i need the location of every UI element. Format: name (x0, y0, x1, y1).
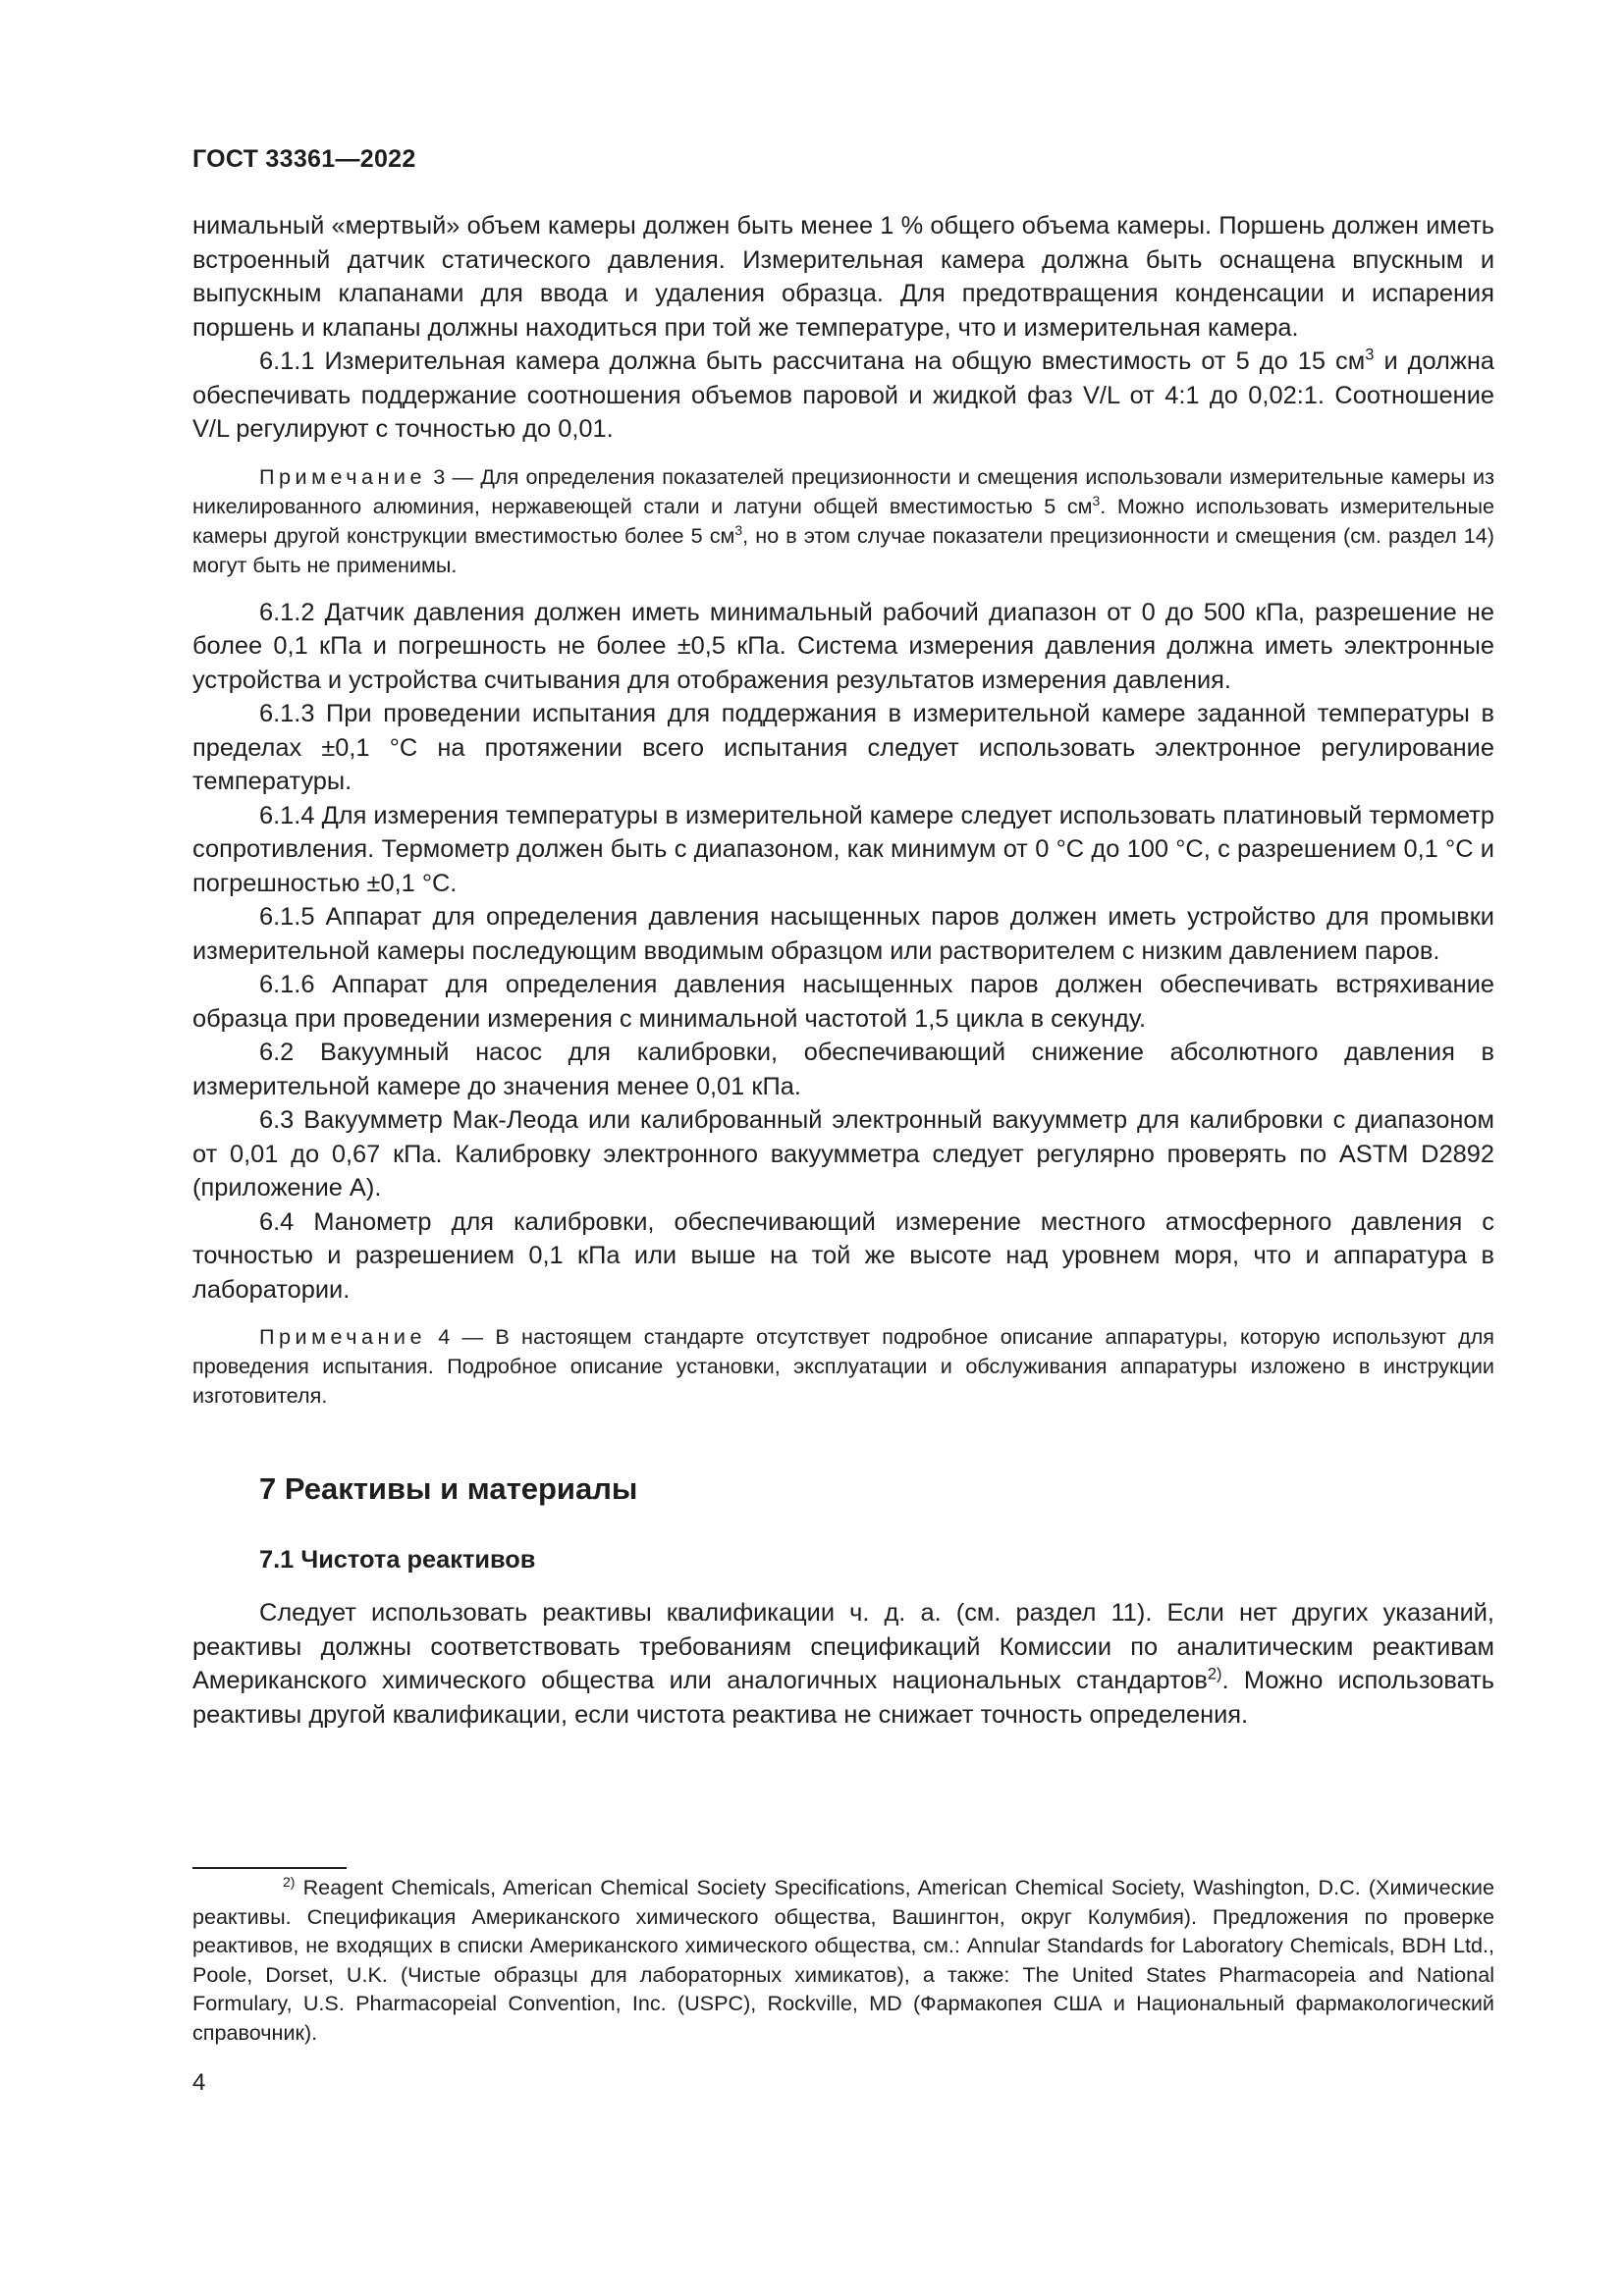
paragraph-6-1-4: 6.1.4 Для измерения температуры в измерительной камере следует использовать платиновый термометр сопротивления. Термометр должен быть с диапазоном, как минимум от 0 °С до 100 °С, с разрешением 0,1 °С и погрешностью ±0,1 °С. (192, 801, 1494, 897)
superscript: 3 (1092, 492, 1101, 508)
section-7-heading: 7 Реактивы и материалы (259, 1471, 638, 1506)
superscript: 3 (734, 521, 743, 538)
paragraph-6-3: 6.3 Вакуумметр Мак-Леода или калиброванный электронный вакуумметр для калибровки с диапазоном от 0,01 до 0,67 кПа. Калибровку электронного вакуумметра следует регулярно проверять по ASTM D2892 (приложение А). (192, 1106, 1494, 1201)
paragraph-6-1-1 (192, 345, 1494, 447)
paragraph-6-2: 6.2 Вакуумный насос для калибровки, обеспечивающий снижение абсолютного давления в измерительной камере до значения менее 0,01 кПа. (192, 1039, 1494, 1100)
note-text: 3 — Для определения показателей прецизионности и смещения использовали измерительные камеры из никелированного алюминия, нержавеющей стали и латуни общей вместимостью 5 см (192, 463, 1494, 518)
paragraph-text: . Можно использовать реактивы другой квалификации, если чистота реактива не снижает точность определения. (192, 1667, 1494, 1729)
page-number: 4 (192, 2069, 206, 2096)
paragraph-6-4: 6.4 Манометр для калибровки, обеспечивающий измерение местного атмосферного давления с точностью и разрешением 0,1 кПа или выше на той же высоте над уровнем моря, что и аппаратура в лаборатории. (192, 1207, 1494, 1304)
note-text: . Можно использовать измерительные камеры другой конструкции вместимостью более 5 см (192, 493, 1494, 548)
paragraph-text: и должна обеспечивать поддержание соотношения объемов паровой и жидкой фаз V/L от 4:1 до 0,02:1. Соотношение V/L регулируют с точностью до 0,01. (192, 347, 1494, 443)
superscript: 3 (1365, 346, 1375, 364)
note-label: Примечание (259, 1324, 426, 1349)
note-label: Примечание (259, 463, 426, 489)
paragraph-text: 6.1.1 Измерительная камера должна быть рассчитана на общую вместимость от 5 до 15 см (259, 347, 1366, 375)
paragraph-6-1-5: 6.1.5 Аппарат для определения давления насыщенных паров должен иметь устройство для промывки измерительной камеры последующим вводимым образцом или растворителем с низким давлением паров. (192, 903, 1494, 965)
paragraph-6-1-6: 6.1.6 Аппарат для определения давления насыщенных паров должен обеспечивать встряхивание образца при проведении измерения с минимальной частотой 1,5 цикла в секунду. (192, 971, 1494, 1033)
paragraph-text: Следует использовать реактивы квалификации ч. д. а. (см. раздел 11). Если нет других указаний, реактивы должны соответствовать требованиям спецификаций Комиссии по аналитическим реактивам Американского химического общества или аналогичных национальных стандартов (192, 1599, 1494, 1694)
paragraph-7-1 (192, 1596, 1494, 1732)
paragraph-6-1-continuation: нимальный «мертвый» объем камеры должен быть менее 1 % общего объема камеры. Поршень должен иметь встроенный датчик статического давления. Измерительная камера должна быть оснащена впускным и выпускным клапанами для ввода и удаления образца. Для предотвращения конденсации и испарения поршень и клапаны должны находиться при той же температуре, что и измерительная камера. (192, 212, 1494, 342)
document-header: ГОСТ 33361—2022 (192, 145, 416, 173)
paragraph-6-1-3: 6.1.3 При проведении испытания для поддержания в измерительной камере заданной температуры в пределах ±0,1 °С на протяжении всего испытания следует использовать электронное регулирование температуры. (192, 700, 1494, 795)
section-7-1-heading: 7.1 Чистота реактивов (259, 1546, 536, 1574)
footnote-2 (192, 1873, 1494, 2047)
note-text: 4 — В настоящем стандарте отсутствует подробное описание аппаратуры, которую используют для проведения испытания. Подробное описание установки, эксплуатации и обслуживания аппаратуры изложено в инструкции изготовителя. (192, 1324, 1494, 1408)
footnote-ref: 2) (1207, 1665, 1222, 1683)
note-4 (192, 1322, 1494, 1411)
document-page (192, 145, 1494, 1732)
note-3 (192, 462, 1494, 580)
paragraph-6-1-2: 6.1.2 Датчик давления должен иметь минимальный рабочий диапазон от 0 до 500 кПа, разрешение не более 0,1 кПа и погрешность не более ±0,5 кПа. Система измерения давления должна иметь электронные устройства и устройства считывания для отображения результатов измерения давления. (192, 598, 1494, 694)
note-text: , но в этом случае показатели прецизионности и смещения (см. раздел 14) могут быть не применимы. (192, 522, 1494, 577)
footnote-divider (192, 1867, 347, 1869)
footnote-mark: 2) (283, 1873, 296, 1890)
footnote-text: Reagent Chemicals, American Chemical Society Specifications, American Chemical Society, Washington, D.C. (Химические реактивы. Спецификация Американского химического общества, Вашингтон, округ Колумбия). Предложения по проверке реактивов, не входящих в списки Американского химического общества, см.: Annular Standards for Laboratory Chemicals, BDH Ltd., Poole, Dorset, U.K. (Чистые образцы для лабораторных химикатов), а также: The United States Pharmacopeia and National Formulary, U.S. Pharmacopeial Convention, Inc. (USPC), Rockville, MD (Фармакопея США и Национальный фармакологический справочник). (192, 1875, 1494, 2045)
